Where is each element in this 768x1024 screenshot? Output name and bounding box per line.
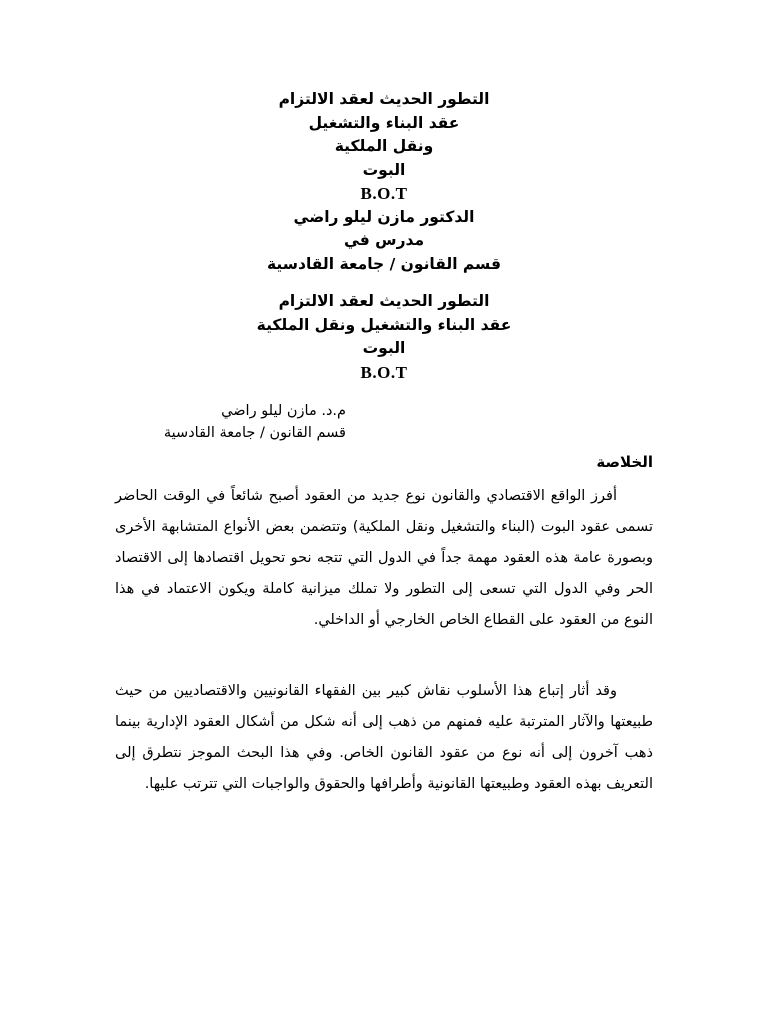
subtitle-line: البوت <box>362 339 406 357</box>
affiliation-line: قسم القانون / جامعة القادسية <box>267 254 501 273</box>
abstract-paragraph-1: أفرز الواقع الاقتصادي والقانون نوع جديد من العقود أصبح شائعاً في الوقت الحاضر تسمى عقود البوت (البناء والتشغيل ونقل الملكية) وتتضمن بعض الأنواع المتشابهة الأخرى وبصورة عامة هذه العقود مهمة جداً في الدول التي تتجه نحو تحويل اقتصادها إلى الاقتصاد الحر وفي الدول التي تسعى إلى التطور ولا تملك ميزانية كاملة ويكون الاعتماد في هذا النوع من العقود على القطاع الخاص الخارجي أو الداخلي. <box>115 488 653 628</box>
title-line: التطور الحديث لعقد الالتزام <box>278 292 490 310</box>
position-line: مدرس في <box>343 231 425 249</box>
subtitle-line: ونقل الملكية <box>334 137 434 155</box>
author-block <box>106 400 346 444</box>
subtitle-line: البوت <box>362 160 406 179</box>
abstract-paragraph-2: وقد أثار إتباع هذا الأسلوب نقاش كبير بين الفقهاء القانونيين والاقتصاديين من حيث طبيعتها والآثار المترتبة عليه فمنهم من ذهب إلى أنه شكل من أشكال العقود الإدارية بينما ذهب آخرون إلى أنه نوع من عقود القانون الخاص. وفي هذا البحث الموجز نتطرق إلى التعريف بهذه العقود وطبيعتها القانونية وأطرافها والحقوق والواجبات التي تترتب عليها. <box>115 683 653 792</box>
abstract-heading: الخلاصة <box>596 453 653 471</box>
abbreviation-line: B.O.T <box>360 184 408 203</box>
author-name: م.د. مازن ليلو راضي <box>221 403 346 419</box>
title-block-secondary <box>0 290 768 384</box>
subtitle-line: عقد البناء والتشغيل <box>308 113 460 132</box>
title-block-primary <box>0 88 768 276</box>
subtitle-line: عقد البناء والتشغيل ونقل الملكية <box>256 315 512 334</box>
title-line: التطور الحديث لعقد الالتزام <box>278 90 490 108</box>
author-line: الدكتور مازن ليلو راضي <box>293 207 475 226</box>
author-affiliation: قسم القانون / جامعة القادسية <box>163 425 346 441</box>
abbreviation-line: B.O.T <box>360 362 408 382</box>
